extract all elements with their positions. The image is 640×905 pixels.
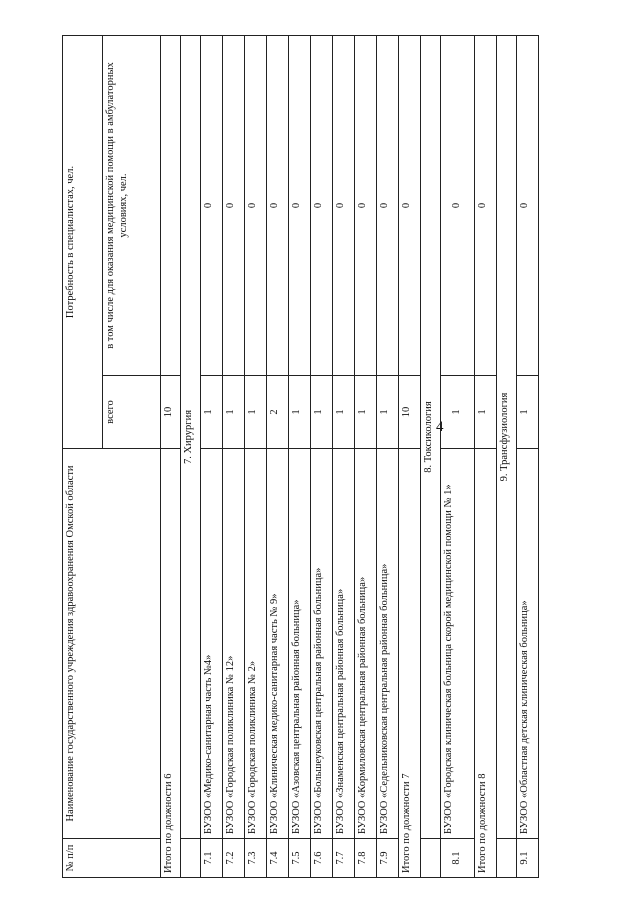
total-row-8 (475, 36, 497, 878)
col-header-need: Потребность в специалистах, чел. (63, 36, 103, 449)
row-name: БУЗОО «Областная детская клиническая больница» (517, 449, 539, 839)
total-value: 10 (399, 376, 421, 449)
row-name: БУЗОО «Городская клиническая больница скорой медицинской помощи № 1» (441, 449, 475, 839)
row-total: 1 (289, 376, 311, 449)
row-ambul: 0 (311, 36, 333, 376)
row-ambul: 0 (289, 36, 311, 376)
row-name: БУЗОО «Городская поликлиника № 2» (245, 449, 267, 839)
page-number: 4 (436, 419, 444, 435)
row-total: 1 (377, 376, 399, 449)
row-total: 1 (333, 376, 355, 449)
row-ambul: 0 (201, 36, 223, 376)
total-ambul-value: 0 (475, 36, 497, 376)
row-num: 7.1 (201, 839, 223, 878)
total-ambul-value: 0 (399, 36, 421, 376)
row-name: БУЗОО «Кормиловская центральная районная больница» (355, 449, 377, 839)
row-name: БУЗОО «Большеуковская центральная районная больница» (311, 449, 333, 839)
row-num: 7.2 (223, 839, 245, 878)
row-ambul: 0 (517, 36, 539, 376)
table-row (201, 36, 223, 878)
total-row-6 (161, 36, 181, 878)
row-total: 1 (201, 376, 223, 449)
row-num: 8.1 (441, 839, 475, 878)
section-title-row (421, 36, 441, 878)
total-ambul-value (161, 36, 181, 376)
table-row (441, 36, 475, 878)
row-num: 7.9 (377, 839, 399, 878)
row-num: 7.6 (311, 839, 333, 878)
row-num: 7.5 (289, 839, 311, 878)
row-name: БУЗОО «Знаменская центральная районная больница» (333, 449, 355, 839)
row-num: 7.7 (333, 839, 355, 878)
total-label: Итого по должности 6 (161, 449, 181, 878)
row-ambul: 0 (267, 36, 289, 376)
row-name: БУЗОО «Медико-санитарная часть №4» (201, 449, 223, 839)
row-name: БУЗОО «Азовская центральная районная больница» (289, 449, 311, 839)
row-num: 9.1 (517, 839, 539, 878)
table-row (267, 36, 289, 878)
col-header-name: Наименование государственного учреждения здравоохранения Омской области (63, 449, 161, 839)
row-total: 1 (245, 376, 267, 449)
row-total: 1 (517, 376, 539, 449)
row-ambul: 0 (441, 36, 475, 376)
rotated-table-page (62, 36, 538, 878)
row-ambul: 0 (333, 36, 355, 376)
row-ambul: 0 (377, 36, 399, 376)
row-ambul: 0 (245, 36, 267, 376)
section-title-7: 7. Хирургия (181, 36, 201, 839)
total-label: Итого по должности 7 (399, 449, 421, 878)
col-header-num: № п/п (63, 839, 161, 878)
table-row (377, 36, 399, 878)
table-row (311, 36, 333, 878)
total-label: Итого по должности 8 (475, 449, 497, 878)
total-row-7 (399, 36, 421, 878)
row-num: 7.8 (355, 839, 377, 878)
row-name: БУЗОО «Городская поликлиника № 12» (223, 449, 245, 839)
row-num: 7.4 (267, 839, 289, 878)
row-total: 1 (355, 376, 377, 449)
table-row (245, 36, 267, 878)
header-row-1 (63, 36, 103, 878)
table-row (289, 36, 311, 878)
table-row (517, 36, 539, 878)
section-title-8: 8. Токсикология (421, 36, 441, 839)
row-ambul: 0 (355, 36, 377, 376)
col-header-ambul: в том числе для оказания медицинской помощи в амбулаторных условиях, чел. (103, 36, 161, 376)
section-title-row (181, 36, 201, 878)
row-num: 7.3 (245, 839, 267, 878)
row-total: 1 (311, 376, 333, 449)
total-value: 10 (161, 376, 181, 449)
row-name: БУЗОО «Седельниковская центральная районная больница» (377, 449, 399, 839)
section-title-row (497, 36, 517, 878)
row-ambul: 0 (223, 36, 245, 376)
specialists-table (62, 35, 539, 878)
row-total: 1 (441, 376, 475, 449)
col-header-total: всего (103, 376, 161, 449)
row-total: 2 (267, 376, 289, 449)
total-value: 1 (475, 376, 497, 449)
row-name: БУЗОО «Клиническая медико-санитарная часть № 9» (267, 449, 289, 839)
row-total: 1 (223, 376, 245, 449)
section-title-9: 9. Трансфузиология (497, 36, 517, 839)
table-row (333, 36, 355, 878)
table-row (355, 36, 377, 878)
table-row (223, 36, 245, 878)
